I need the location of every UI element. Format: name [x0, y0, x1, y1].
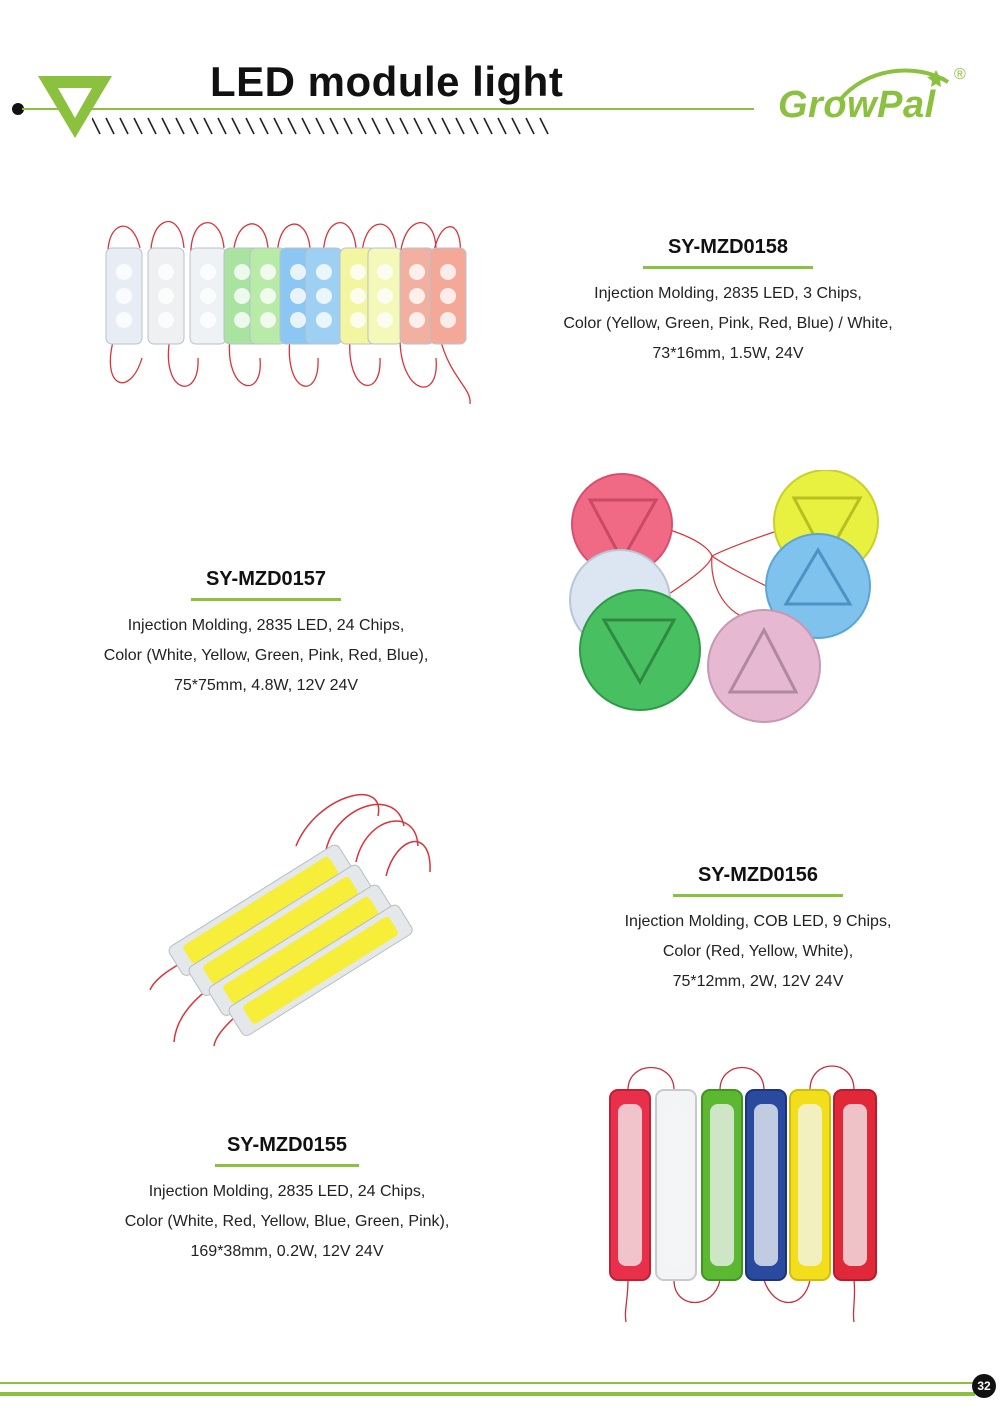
product-spec-line: Injection Molding, 2835 LED, 3 Chips, — [594, 285, 862, 302]
long-led-module-photo — [604, 1060, 884, 1322]
product-spec-line: 75*12mm, 2W, 12V 24V — [672, 973, 844, 990]
product-code: SY-MZD0157 — [205, 568, 327, 590]
footer-rule-thick — [0, 1392, 975, 1396]
growpal-logo — [776, 62, 976, 142]
page-number-badge: 32 — [972, 1374, 996, 1398]
product-code-underline — [643, 266, 813, 269]
product-spec-line: 169*38mm, 0.2W, 12V 24V — [190, 1243, 384, 1260]
product-spec-line: Injection Molding, 2835 LED, 24 Chips, — [127, 617, 405, 634]
cob-led-module-photo — [146, 776, 436, 1046]
product-spec-line: Injection Molding, COB LED, 9 Chips, — [624, 913, 892, 930]
header-hatch-pattern — [92, 116, 562, 138]
product-spec-line: Color (White, Red, Yellow, Blue, Green, Pink), — [124, 1213, 450, 1230]
footer-rule-thin — [0, 1382, 975, 1384]
product-spec-line: 73*16mm, 1.5W, 24V — [652, 345, 804, 362]
product-code: SY-MZD0155 — [226, 1134, 348, 1156]
round-led-module-photo — [560, 470, 890, 726]
product-code: SY-MZD0158 — [667, 236, 789, 258]
header-rule — [22, 108, 754, 110]
led-module-strip-photo — [100, 208, 472, 408]
product-spec-line: Color (White, Yellow, Green, Pink, Red, Blue), — [103, 647, 429, 664]
product-sy-mzd0157 — [86, 566, 446, 701]
product-spec-line: Color (Yellow, Green, Pink, Red, Blue) / White, — [563, 315, 893, 332]
product-spec-line: 75*75mm, 4.8W, 12V 24V — [173, 677, 359, 694]
product-sy-mzd0155 — [102, 1132, 472, 1267]
product-sy-mzd0158 — [548, 234, 908, 369]
product-code: SY-MZD0156 — [697, 864, 819, 886]
product-code-underline — [215, 1164, 359, 1167]
product-code-underline — [191, 598, 341, 601]
page-title: LED module light — [210, 58, 564, 105]
logo-wordmark: GrowPal — [778, 84, 936, 126]
product-sy-mzd0156 — [578, 862, 938, 997]
registered-mark: ® — [954, 66, 966, 83]
product-code-underline — [673, 894, 843, 897]
product-spec-line: Color (Red, Yellow, White), — [662, 943, 854, 960]
product-spec-line: Injection Molding, 2835 LED, 24 Chips, — [148, 1183, 426, 1200]
